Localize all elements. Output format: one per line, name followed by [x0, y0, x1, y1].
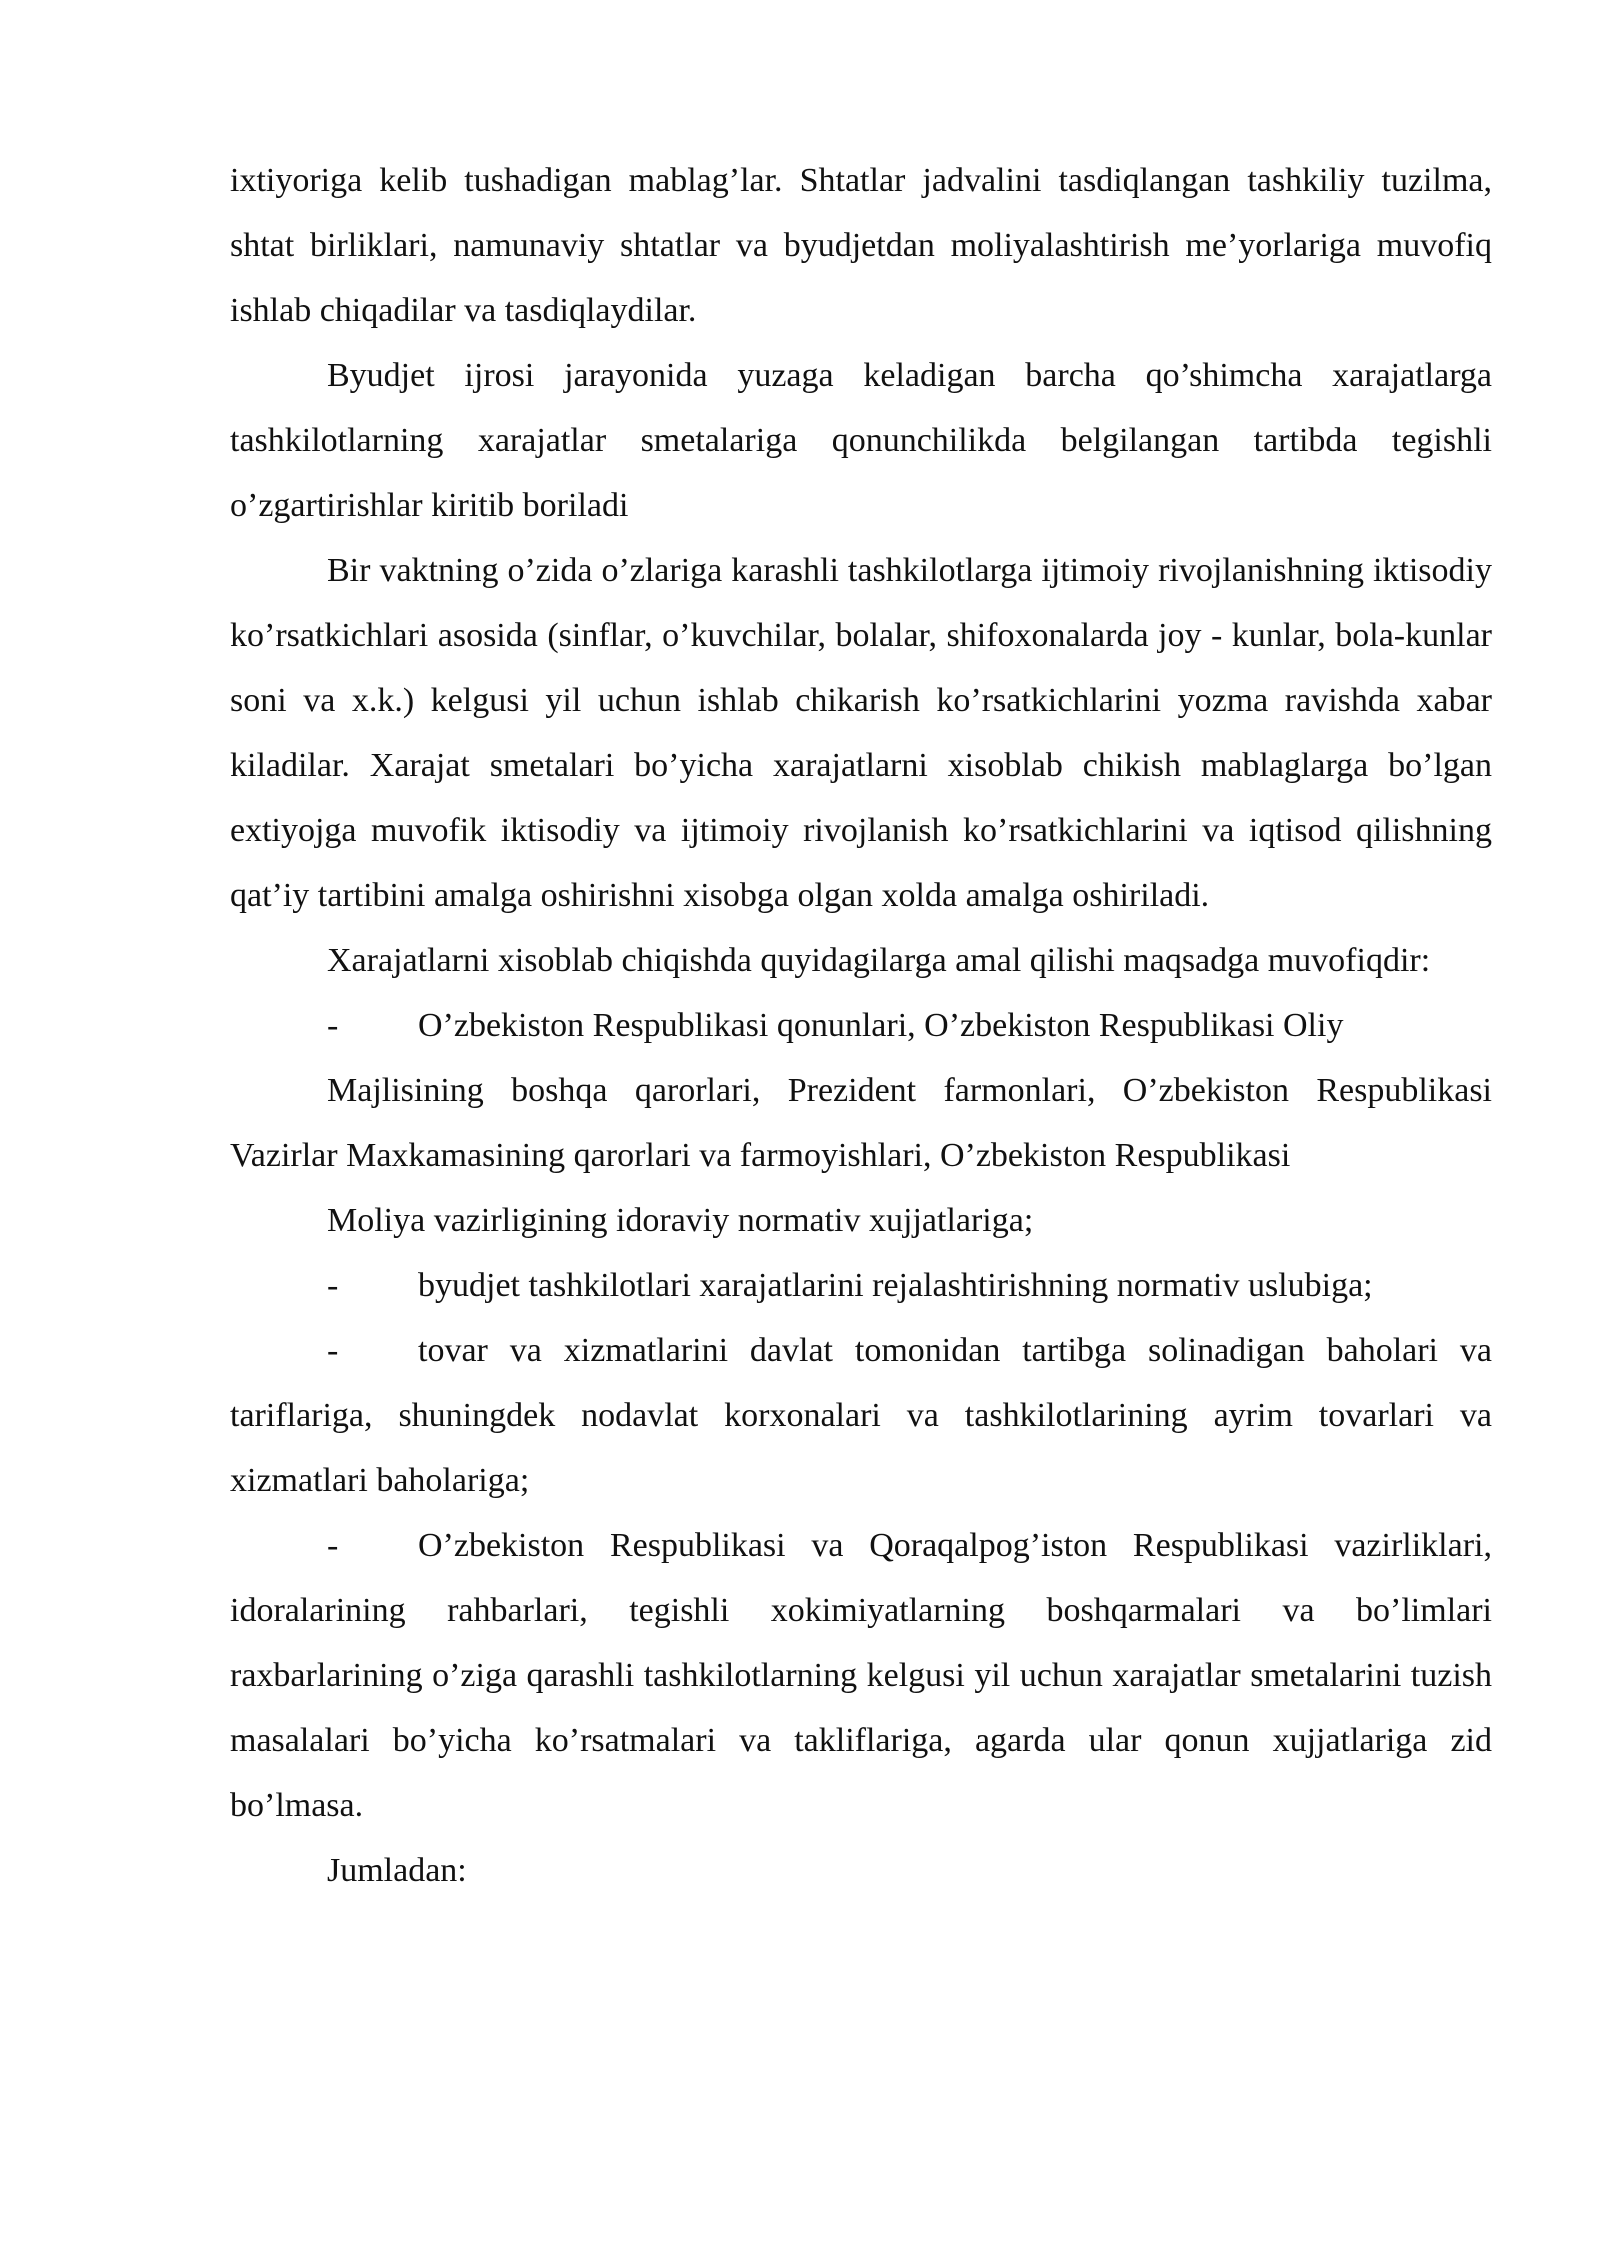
paragraph-continuation: ixtiyoriga kelib tushadigan mablag’lar. Shtatlar jadvalini tasdiqlangan tashkiliy tuzilma, shtat birliklari, namunaviy shtatlar va byudjetdan moliyalashtirish me’yorlariga muvofiq ishlab chiqadilar va tasdiqlaydilar. — [230, 162, 1492, 329]
list-marker: - — [327, 1332, 339, 1369]
list-item-text: byudjet tashkilotlari xarajatlarini rejalashtirishning normativ uslubiga; — [418, 1267, 1373, 1304]
paragraph-indicators: Bir vaktning o’zida o’zlariga karashli tashkilotlarga ijtimoiy rivojlanishning iktisodiy ko’rsatkichlari asosida (sinflar, o’kuvchilar, bolalar, shifoxonalarda joy - kunlar, bola-kunlar soni va x.k.) kelgusi yil uchun ishlab chikarish ko’rsatkichlarini yozma ravishda xabar kiladilar. Xarajat smetalari bo’yicha xarajatlarni xisoblab chikish mablaglarga bo’lgan extiyojga muvofik iktisodiy va ijtimoiy rivojlanish ko’rsatkichlarini va iqtisod qilishning qat’iy tartibini amalga oshirishni xisobga olgan xolda amalga oshiriladi. — [230, 552, 1492, 914]
list-item-text: O’zbekiston Respublikasi qonunlari, O’zbekiston Respublikasi Oliy — [418, 1007, 1344, 1044]
list-item-laws — [230, 993, 1492, 1058]
list-item-laws-continuation: Majlisining boshqa qarorlari, Prezident farmonlari, O’zbekiston Respublikasi Vazirlar Maxkamasining qarorlari va farmoyishlari, O’zbekiston Respublikasi — [230, 1072, 1492, 1174]
paragraph-calculation-intro: Xarajatlarni xisoblab chiqishda quyidagilarga amal qilishi maqsadga muvofiqdir: — [327, 942, 1431, 979]
list-item-text: tovar va xizmatlarini davlat tomonidan tartibga solinadigan baholari va tariflariga, shuningdek nodavlat korxonalari va tashkilotlarining ayrim tovarlari va xizmatlari baholariga; — [230, 1332, 1492, 1499]
list-item-laws-continuation-2: Moliya vazirligining idoraviy normativ xujjatlariga; — [327, 1202, 1034, 1239]
list-item-normative-method — [230, 1253, 1492, 1318]
list-marker: - — [327, 1267, 339, 1304]
document-body — [230, 148, 1492, 1903]
paragraph-including: Jumladan: — [327, 1852, 467, 1889]
list-item-prices-tariffs — [230, 1318, 1492, 1513]
list-marker: - — [327, 1527, 339, 1564]
paragraph-budget-execution: Byudjet ijrosi jarayonida yuzaga keladigan barcha qo’shimcha xarajatlarga tashkilotlarning xarajatlar smetalariga qonunchilikda belgilangan tartibda tegishli o’zgartirishlar kiritib boriladi — [230, 357, 1492, 524]
list-marker: - — [327, 1007, 339, 1044]
list-item-ministries-instructions — [230, 1513, 1492, 1838]
list-item-text: O’zbekiston Respublikasi va Qoraqalpog’iston Respublikasi vazirliklari, idoralarining rahbarlari, tegishli xokimiyatlarning boshqarmalari va bo’limlari raxbarlarining o’ziga qarashli tashkilotlarning kelgusi yil uchun xarajatlar smetalarini tuzish masalalari bo’yicha ko’rsatmalari va takliflariga, agarda ular qonun xujjatlariga zid bo’lmasa. — [230, 1527, 1492, 1824]
